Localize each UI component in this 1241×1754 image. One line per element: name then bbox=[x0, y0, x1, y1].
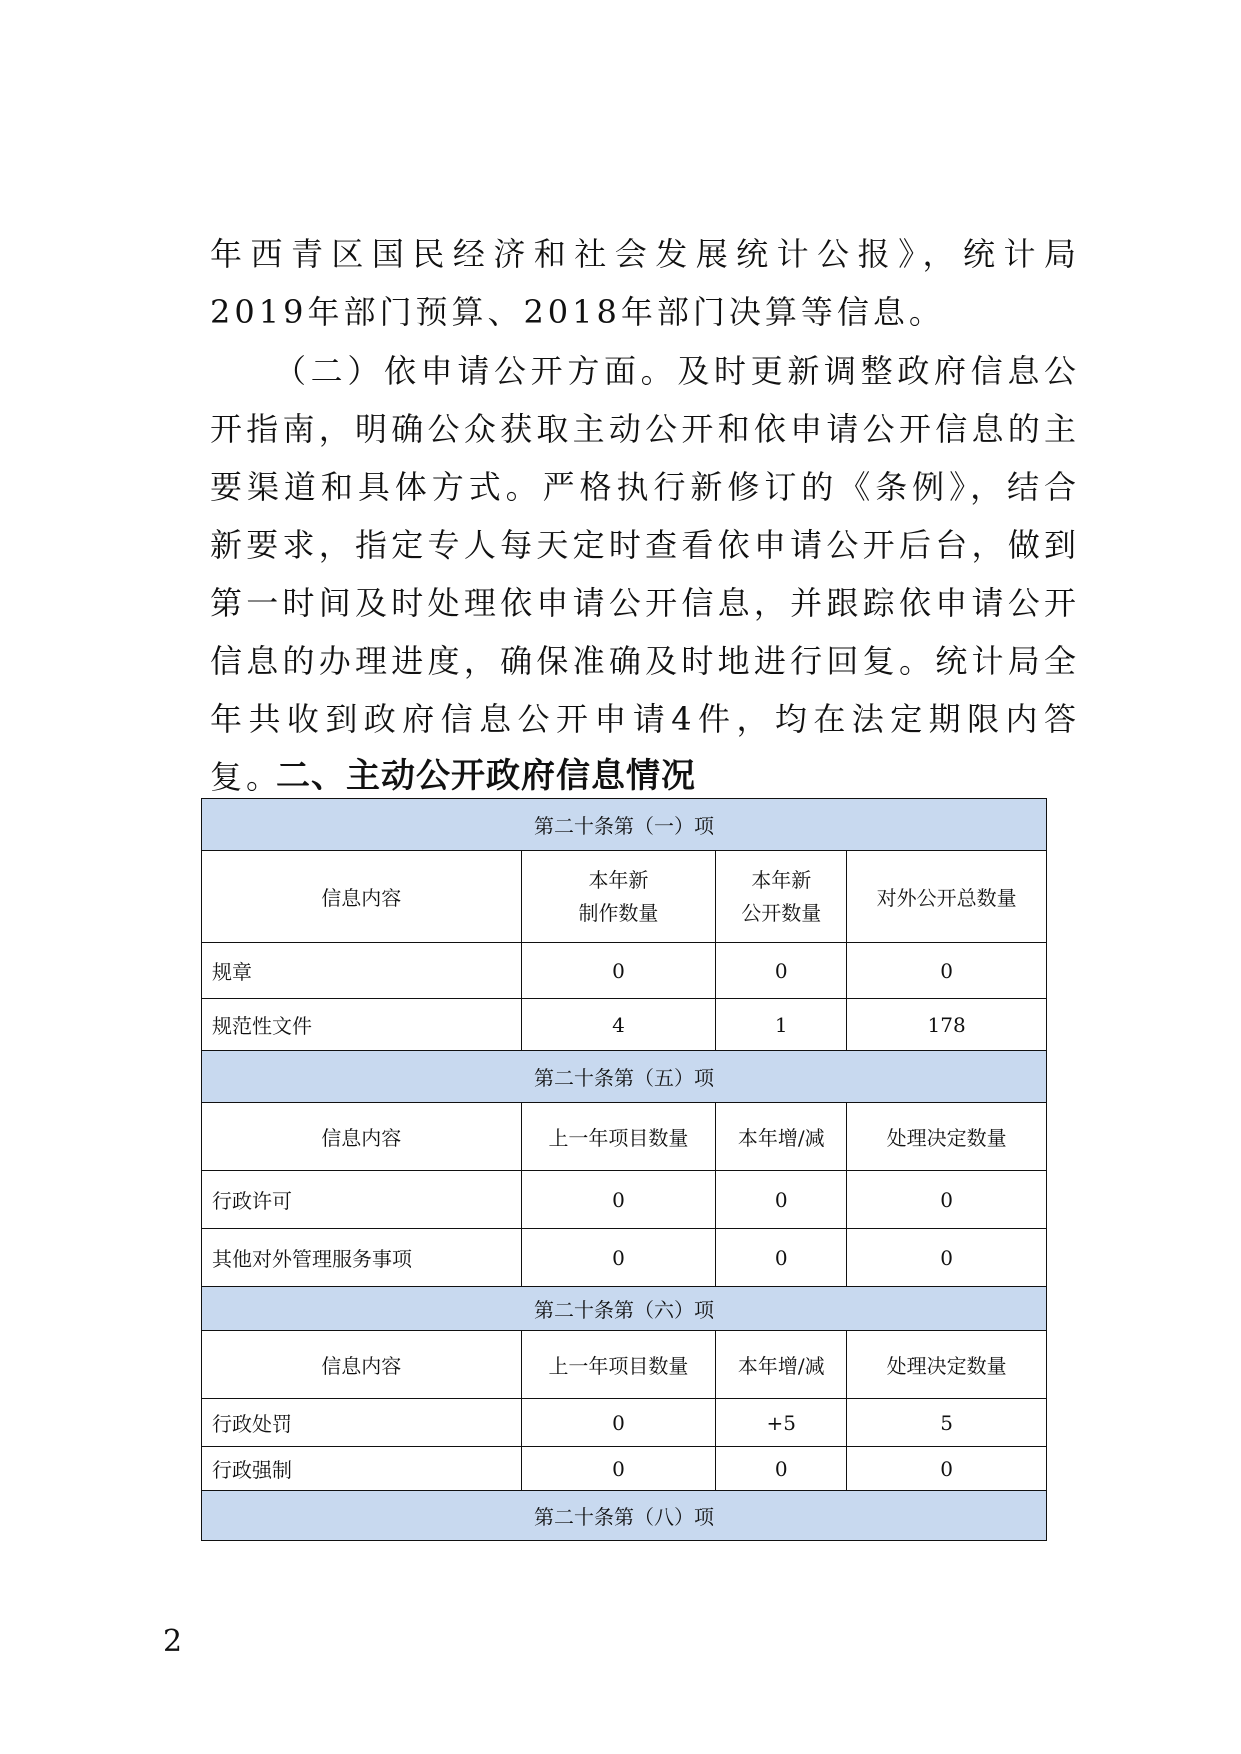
paragraph-continuation: 年西青区国民经济和社会发展统计公报》，统计局2019年部门预算、2018年部门决算等信息。 bbox=[210, 235, 1080, 331]
cell-value: 0 bbox=[716, 1447, 847, 1491]
section-row bbox=[202, 1491, 1047, 1541]
row-label: 行政强制 bbox=[202, 1447, 522, 1491]
section-title: 第二十条第（八）项 bbox=[202, 1491, 1047, 1541]
section-heading: 二、主动公开政府信息情况 bbox=[276, 756, 696, 796]
column-header: 本年增/减 bbox=[716, 1331, 847, 1399]
cell-value: 0 bbox=[521, 943, 716, 999]
cell-value: 0 bbox=[521, 1229, 716, 1287]
header-row bbox=[202, 1331, 1047, 1399]
cell-value: 0 bbox=[847, 943, 1047, 999]
table-row bbox=[202, 1399, 1047, 1447]
section-row bbox=[202, 799, 1047, 851]
column-header: 对外公开总数量 bbox=[847, 851, 1047, 943]
row-label: 其他对外管理服务事项 bbox=[202, 1229, 522, 1287]
section-title: 第二十条第（一）项 bbox=[202, 799, 1047, 851]
column-header: 信息内容 bbox=[202, 1103, 522, 1171]
section-row bbox=[202, 1051, 1047, 1103]
column-header: 信息内容 bbox=[202, 851, 522, 943]
cell-value: 0 bbox=[521, 1447, 716, 1491]
table-row bbox=[202, 1171, 1047, 1229]
row-label: 规范性文件 bbox=[202, 999, 522, 1051]
cell-value: 4 bbox=[521, 999, 716, 1051]
column-header: 处理决定数量 bbox=[847, 1103, 1047, 1171]
column-header: 本年新 制作数量 bbox=[521, 851, 716, 943]
cell-value: 0 bbox=[521, 1171, 716, 1229]
column-header: 信息内容 bbox=[202, 1331, 522, 1399]
table-row bbox=[202, 1447, 1047, 1491]
cell-value: +5 bbox=[716, 1399, 847, 1447]
column-header: 上一年项目数量 bbox=[521, 1331, 716, 1399]
table-row bbox=[202, 943, 1047, 999]
section-title: 第二十条第（六）项 bbox=[202, 1287, 1047, 1331]
row-label: 行政处罚 bbox=[202, 1399, 522, 1447]
cell-value: 0 bbox=[716, 1171, 847, 1229]
header-row bbox=[202, 1103, 1047, 1171]
table-row bbox=[202, 999, 1047, 1051]
cell-value: 0 bbox=[521, 1399, 716, 1447]
header-row bbox=[202, 851, 1047, 943]
cell-value: 5 bbox=[847, 1399, 1047, 1447]
row-label: 行政许可 bbox=[202, 1171, 522, 1229]
cell-value: 0 bbox=[716, 1229, 847, 1287]
cell-value: 0 bbox=[847, 1229, 1047, 1287]
row-label: 规章 bbox=[202, 943, 522, 999]
column-header: 本年新 公开数量 bbox=[716, 851, 847, 943]
cell-value: 0 bbox=[847, 1447, 1047, 1491]
section-title: 第二十条第（五）项 bbox=[202, 1051, 1047, 1103]
paragraph-application-disclosure: （二）依申请公开方面。及时更新调整政府信息公开指南，明确公众获取主动公开和依申请公开信息的主要渠道和具体方式。严格执行新修订的《条例》，结合新要求，指定专人每天定时查看依申请公开后台，做到第一时间及时处理依申请公开信息，并跟踪依申请公开信息的办理进度，确保准确及时地进行回复。统计局全年共收到政府信息公开申请4件，均在法定期限内答复。 bbox=[210, 352, 1080, 796]
table-row bbox=[202, 1229, 1047, 1287]
disclosure-table bbox=[201, 798, 1047, 1541]
cell-value: 0 bbox=[716, 943, 847, 999]
cell-value: 0 bbox=[847, 1171, 1047, 1229]
column-header: 处理决定数量 bbox=[847, 1331, 1047, 1399]
section-row bbox=[202, 1287, 1047, 1331]
page-number: 2 bbox=[163, 1624, 183, 1659]
column-header: 上一年项目数量 bbox=[521, 1103, 716, 1171]
cell-value: 1 bbox=[716, 999, 847, 1051]
column-header: 本年增/减 bbox=[716, 1103, 847, 1171]
cell-value: 178 bbox=[847, 999, 1047, 1051]
